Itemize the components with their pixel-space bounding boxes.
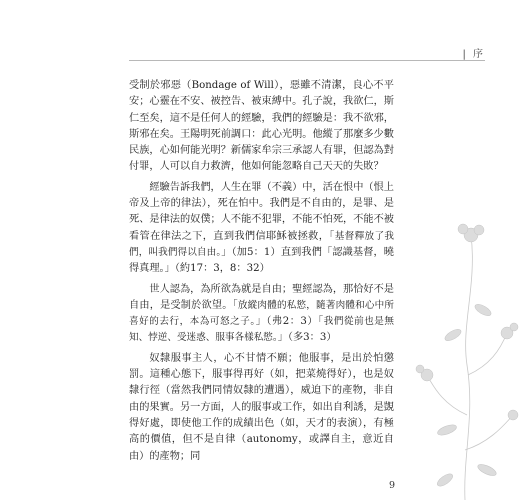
scripture-quote-titus-3-3: 我們從前也是無知、悖逆、受迷惑、服事各樣私慾。 [129,316,395,344]
paragraph-3-text-a: 世人認為，為所欲為就是自由；聖經認為，那恰好不是自由，是受制於欲望。「 [129,283,394,311]
paragraph-1: 受制於邪惡（Bondage of Will），惡雖不清潔，良心不平安；心靈在不安、被控告、被束縛中。孔子說，我欲仁，斯仁至矣，這不是任何人的經驗，我們的經驗是：我不欲邪，斯邪在矣。王陽明死前調口：此心光明。他縱了那麼多少數民族，心如何能光明？新儒家牟宗三承認人有罪，但認為對付罪，人可以自力救濟，他如何能忽略自己天天的失敗？ [129,80,394,173]
paragraph-3-text-b: 」（弗2：3）「 [255,316,324,328]
paragraph-4: 奴隸服事主人，心不甘情不願；他服事，是出於怕懲罰。這種心態下，服事得再好（如，把菜燒得好），也是奴隸行徑（當然我們同情奴隸的遭遇），威迫下的產物，非自由的果實。另一方面，人的服事或工作，如出自利誘，是覬得好處，即使他工作的成績出色（如，天才的表演），有極高的價值，但不是自律（autonomy，或譯自主，意近自由）的產物；同 [129,352,394,462]
body-text [129,78,394,469]
paragraph-2-text-a: 經驗告訴我們，人生在罪（不義）中，活在恨中（恨上帝及上帝的律法），死在怕中。我們是不自由的，是罪、是死、是律法的奴僕；人不能不犯罪，不能不怕死，不能不被看管在律法之下，直到我們信耶穌被拯救，「 [129,181,394,242]
running-head: | 序 [462,49,485,60]
paragraph-3-text-c: 」（多3：3） [277,332,337,344]
paragraph-3 [129,282,394,347]
scripture-quote-eph-2-3: 放縱肉體的私慾，隨著肉體和心中所喜好的去行，本為可怒之子。 [129,299,395,328]
floral-decoration [405,215,520,500]
paragraph-2-text-b: 」（加5：1）直到我們「認識基督，曉得真理。」（約17：3，8：32） [129,246,394,275]
page-number: 9 [388,480,396,491]
scripture-quote-gal-5-1: 基督釋放了我們，叫我們得以自由。 [129,230,395,258]
paragraph-2 [129,180,394,278]
header-rule [129,60,485,61]
